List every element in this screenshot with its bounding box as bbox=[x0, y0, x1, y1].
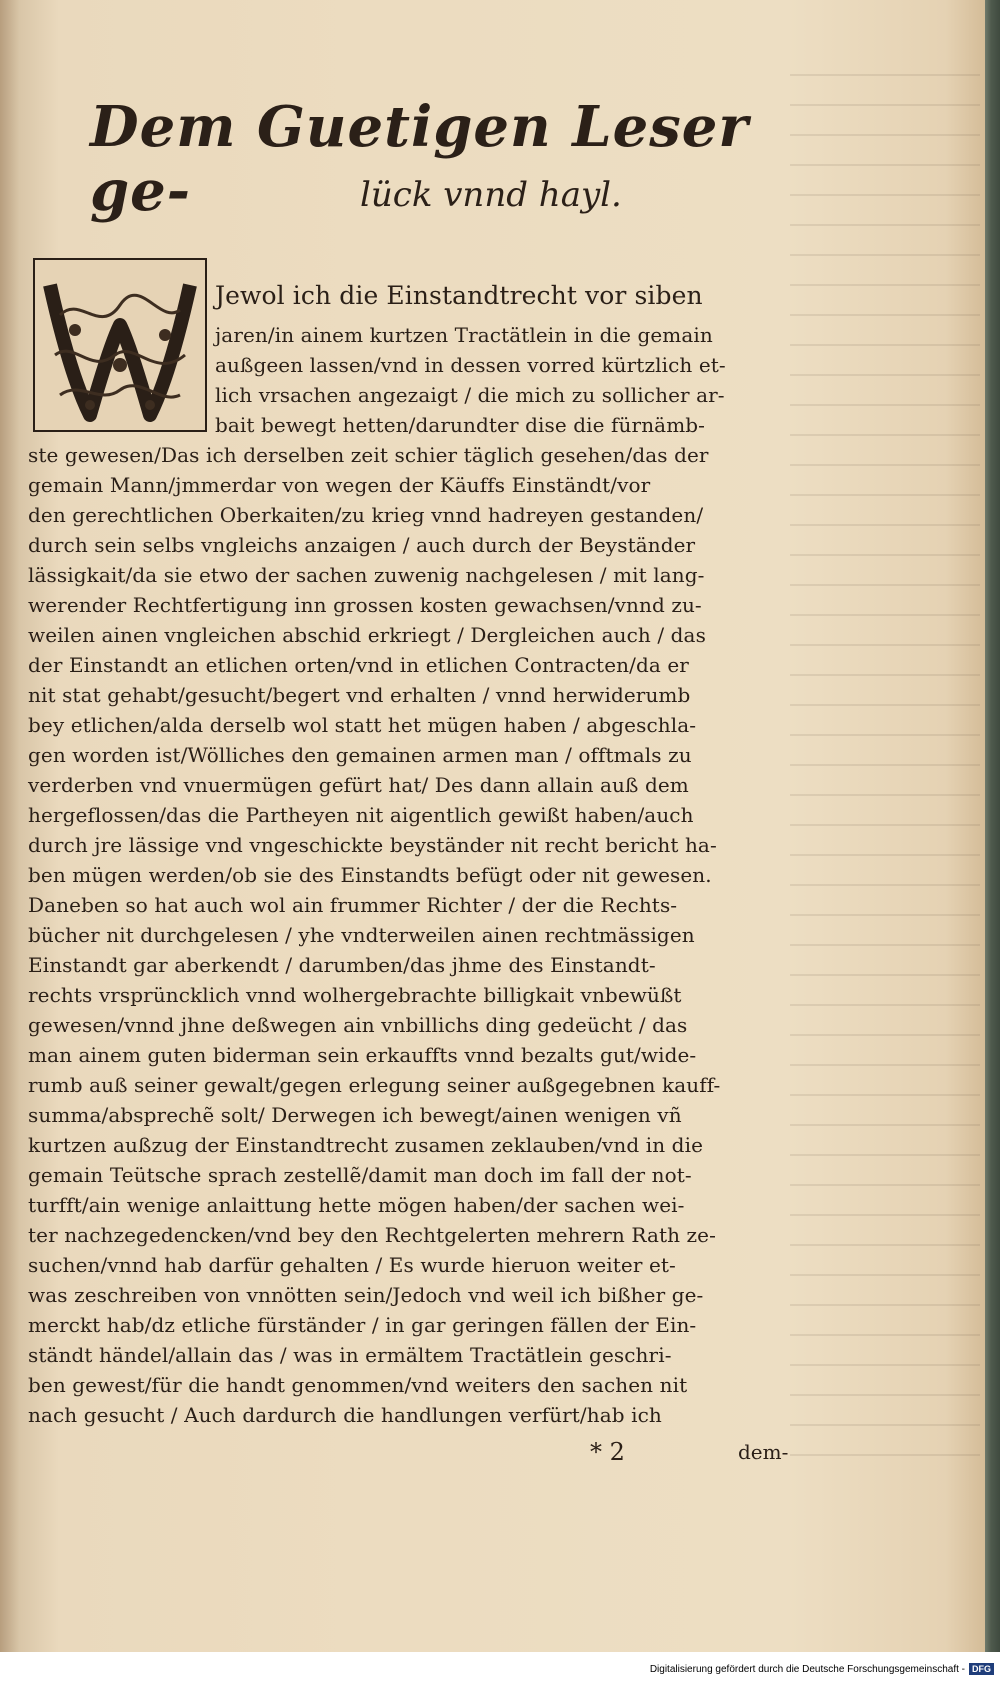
body-line: nit stat gehabt/gesucht/begert vnd erhalten / vnnd herwiderumb bbox=[28, 683, 691, 707]
body-line: ben gewest/für die handt genommen/vnd weiters den sachen nit bbox=[28, 1373, 688, 1397]
body-line: turfft/ain wenige anlaittung hette mögen haben/der sachen wei- bbox=[28, 1193, 685, 1217]
catchword: dem- bbox=[738, 1440, 789, 1464]
body-line: weilen ainen vngleichen abschid erkriegt / Dergleichen auch / das bbox=[28, 623, 706, 647]
body-line: summa/absprechẽ solt/ Derwegen ich bewegt/ainen wenigen vñ bbox=[28, 1103, 682, 1127]
body-line: außgeen lassen/vnd in dessen vorred kürtzlich et- bbox=[215, 353, 726, 377]
body-line: rumb auß seiner gewalt/gegen erlegung seiner außgegebnen kauff- bbox=[28, 1073, 721, 1097]
body-line: jaren/in ainem kurtzen Tractätlein in die gemain bbox=[215, 323, 713, 347]
body-line: Jewol ich die Einstandtrecht vor siben bbox=[215, 281, 703, 310]
body-line: bücher nit durchgelesen / yhe vndterweilen ainen rechtmässigen bbox=[28, 923, 695, 947]
decorated-initial-w bbox=[30, 255, 210, 435]
body-line: ter nachzegedencken/vnd bey den Rechtgelerten mehrern Rath ze- bbox=[28, 1223, 716, 1247]
body-line: kurtzen außzug der Einstandtrecht zusamen zeklauben/vnd in die bbox=[28, 1133, 704, 1157]
body-line: was zeschreiben von vnnötten sein/Jedoch vnd weil ich bißher ge- bbox=[28, 1283, 704, 1307]
page-subheading: lück vnnd hayl. bbox=[360, 175, 622, 215]
body-line: gemain Mann/jmmerdar von wegen der Käuffs Einständt/vor bbox=[28, 473, 651, 497]
body-line: lich vrsachen angezaigt / die mich zu sollicher ar- bbox=[215, 383, 725, 407]
signature-mark: * 2 bbox=[590, 1438, 625, 1466]
body-line: Einstandt gar aberkendt / darumben/das jhme des Einstandt- bbox=[28, 953, 656, 977]
body-line: bey etlichen/alda derselb wol statt het mügen haben / abgeschla- bbox=[28, 713, 697, 737]
body-line: lässigkait/da sie etwo der sachen zuwenig nachgelesen / mit lang- bbox=[28, 563, 705, 587]
body-line: merckt hab/dz etliche fürständer / in gar geringen fällen der Ein- bbox=[28, 1313, 697, 1337]
body-line: gemain Teütsche sprach zestellẽ/damit man doch im fall der not- bbox=[28, 1163, 692, 1187]
footer-credit bbox=[650, 1660, 994, 1678]
body-line: ste gewesen/Das ich derselben zeit schier täglich gesehen/das der bbox=[28, 443, 709, 467]
body-line: ständt händel/allain das / was in ermältem Tractätlein geschri- bbox=[28, 1343, 672, 1367]
body-line: werender Rechtfertigung inn grossen kosten gewachsen/vnnd zu- bbox=[28, 593, 702, 617]
body-line: ben mügen werden/ob sie des Einstandts befügt oder nit gewesen. bbox=[28, 863, 712, 887]
body-line: suchen/vnnd hab darfür gehalten / Es wurde hieruon weiter et- bbox=[28, 1253, 676, 1277]
body-line: den gerechtlichen Oberkaiten/zu krieg vnnd hadreyen gestanden/ bbox=[28, 503, 704, 527]
page-heading: Dem Guetigen Leser ge- bbox=[90, 94, 749, 224]
body-line: gewesen/vnnd jhne deßwegen ain vnbillichs ding gedeücht / das bbox=[28, 1013, 688, 1037]
body-line: Daneben so hat auch wol ain frummer Richter / der die Rechts- bbox=[28, 893, 678, 917]
body-line: nach gesucht / Auch dardurch die handlungen verfürt/hab ich bbox=[28, 1403, 662, 1427]
book-edge bbox=[985, 0, 1000, 1652]
body-line: der Einstandt an etlichen orten/vnd in etlichen Contracten/da er bbox=[28, 653, 689, 677]
body-line: gen worden ist/Wölliches den gemainen armen man / offtmals zu bbox=[28, 743, 692, 767]
show-through-text bbox=[790, 60, 980, 1460]
body-line: hergeflossen/das die Partheyen nit aigentlich gewißt haben/auch bbox=[28, 803, 694, 827]
body-line: verderben vnd vnuermügen gefürt hat/ Des dann allain auß dem bbox=[28, 773, 689, 797]
footer-text: Digitalisierung gefördert durch die Deutsche Forschungsgemeinschaft - bbox=[649, 1663, 965, 1675]
body-line: bait bewegt hetten/darundter dise die fürnämb- bbox=[215, 413, 706, 437]
body-line: rechts vrsprüncklich vnnd wolhergebrachte billigkait vnbewüßt bbox=[28, 983, 682, 1007]
body-line: durch jre lässige vnd vngeschickte beyständer nit recht bericht ha- bbox=[28, 833, 717, 857]
body-line: man ainem guten biderman sein erkauffts vnnd bezalts gut/wide- bbox=[28, 1043, 697, 1067]
dfg-logo-icon: DFG bbox=[969, 1663, 994, 1675]
body-line: durch sein selbs vngleichs anzaigen / auch durch der Beyständer bbox=[28, 533, 696, 557]
